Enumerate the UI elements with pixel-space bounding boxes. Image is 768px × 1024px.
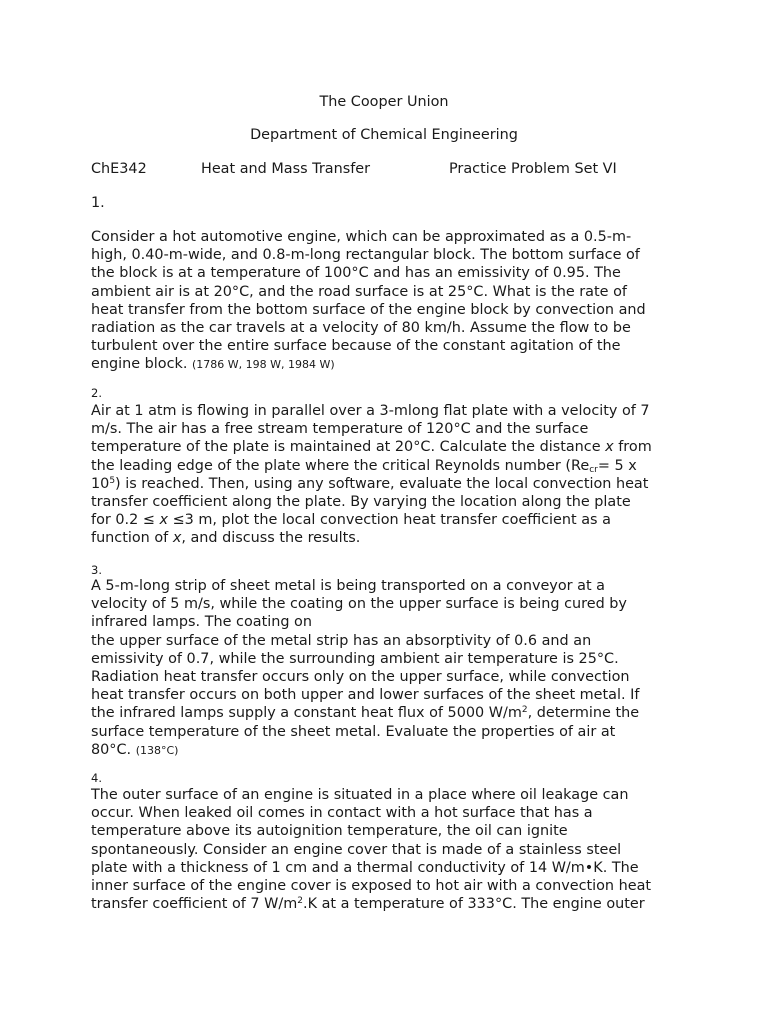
text-line: transfer coefficient along the plate. By varying the location along the plate [91, 494, 631, 511]
superscript: 2 [521, 705, 528, 716]
text-fragment: ≤3 m, plot the local convection heat transfer coefficient as a [172, 512, 611, 529]
problem-1-number: 1. [91, 195, 105, 211]
problem-4-text [91, 786, 691, 913]
text-line: Consider a hot automotive engine, which can be approximated as a 0.5-m- [91, 229, 632, 245]
text-fragment: from [618, 439, 652, 456]
text-fragment: , and discuss the results. [181, 530, 361, 547]
text-fragment: 10 [91, 475, 110, 492]
text-line: surface temperature of the sheet metal. Evaluate the properties of air at [91, 723, 616, 740]
problem-3-number: 3. [91, 563, 102, 577]
text-fragment: 80°C. [91, 741, 132, 758]
text-line: Radiation heat transfer occurs only on the upper surface, while convection [91, 669, 630, 686]
text-line: Air at 1 atm is flowing in parallel over a 3-mlong flat plate with a velocity of 7 [91, 403, 650, 419]
text-line: the upper surface of the metal strip has an absorptivity of 0.6 and an [91, 632, 592, 649]
school-name: The Cooper Union [319, 94, 449, 110]
text-line: heat transfer occurs on both upper and lower surfaces of the sheet metal. If [91, 687, 640, 704]
text-line [91, 355, 691, 374]
text-line: ambient air is at 20°C, and the road surface is at 25°C. What is the rate of [91, 283, 627, 300]
text-fragment: the infrared lamps supply a constant heat flux of 5000 W/m [91, 705, 522, 722]
text-line: The outer surface of an engine is situated in a place where oil leakage can [91, 787, 629, 803]
text-line: inner surface of the engine cover is exposed to hot air with a convection heat [91, 878, 652, 895]
text-line: the block is at a temperature of 100°C and has an emissivity of 0.95. The [91, 265, 621, 282]
problem-2-number: 2. [91, 386, 102, 400]
text-fragment: engine block. [91, 356, 188, 373]
text-line: infrared lamps. The coating on [91, 614, 312, 631]
problem-3-text [91, 577, 691, 760]
text-fragment: .K at a temperature of 333°C. The engine outer [303, 896, 645, 913]
text-line: high, 0.40-m-wide, and 0.8-m-long rectangular block. The bottom surface of [91, 247, 640, 264]
problem-set-title: Practice Problem Set VI [449, 161, 617, 177]
text-line: temperature above its autoignition temperature, the oil can ignite [91, 823, 568, 840]
math-variable: x [159, 512, 168, 529]
text-line: heat transfer from the bottom surface of the engine block by convection and [91, 301, 646, 318]
text-line: emissivity of 0.7, while the surrounding ambient air temperature is 25°C. [91, 650, 619, 667]
text-line [91, 704, 691, 722]
problem-4-number: 4. [91, 771, 102, 785]
math-variable: x [172, 530, 182, 547]
text-fragment: = 5 x [597, 457, 637, 474]
text-fragment: transfer coefficient of 7 W/m [91, 896, 298, 913]
superscript: 2 [297, 896, 303, 907]
course-code: ChE342 [91, 161, 147, 177]
math-variable: x [605, 439, 614, 456]
text-line [91, 457, 691, 475]
department-name: Department of Chemical Engineering [250, 127, 518, 143]
superscript: 5 [109, 475, 116, 486]
problem-3-answer: (138°C) [135, 743, 179, 757]
text-line [91, 741, 691, 760]
text-line: m/s. The air has a free stream temperature of 120°C and the surface [91, 421, 589, 438]
text-line: spontaneously. Consider an engine cover that is made of a stainless steel [91, 841, 622, 858]
text-line: radiation as the car travels at a velocity of 80 km/h. Assume the flow to be [91, 320, 631, 337]
text-line: turbulent over the entire surface because of the constant agitation of the [91, 338, 621, 355]
text-line [91, 475, 691, 493]
text-line: velocity of 5 m/s, while the coating on the upper surface is being cured by [91, 596, 627, 613]
text-fragment: for 0.2 ≤ [91, 512, 155, 529]
text-line: A 5-m-long strip of sheet metal is being transported on a conveyor at a [91, 578, 605, 594]
text-line [91, 511, 691, 529]
problem-1-answer: (1786 W, 198 W, 1984 W) [192, 358, 335, 372]
text-fragment: ) is reached. Then, using any software, evaluate the local convection heat [115, 475, 649, 492]
text-line [91, 529, 691, 547]
problem-2-text [91, 402, 691, 548]
subscript: cr [589, 464, 598, 475]
text-fragment: the leading edge of the plate where the critical Reynolds number (Re [91, 457, 590, 474]
text-line [91, 438, 691, 456]
text-fragment: temperature of the plate is maintained at 20°C. Calculate the distance [91, 439, 601, 456]
problem-1-text [91, 228, 691, 375]
text-line: occur. When leaked oil comes in contact with a hot surface that has a [91, 805, 593, 822]
text-line [91, 895, 691, 913]
text-fragment: function of [91, 530, 169, 547]
course-title: Heat and Mass Transfer [201, 161, 371, 177]
text-fragment: , determine the [527, 705, 640, 722]
text-line: plate with a thickness of 1 cm and a thermal conductivity of 14 W/m•K. The [91, 859, 639, 876]
